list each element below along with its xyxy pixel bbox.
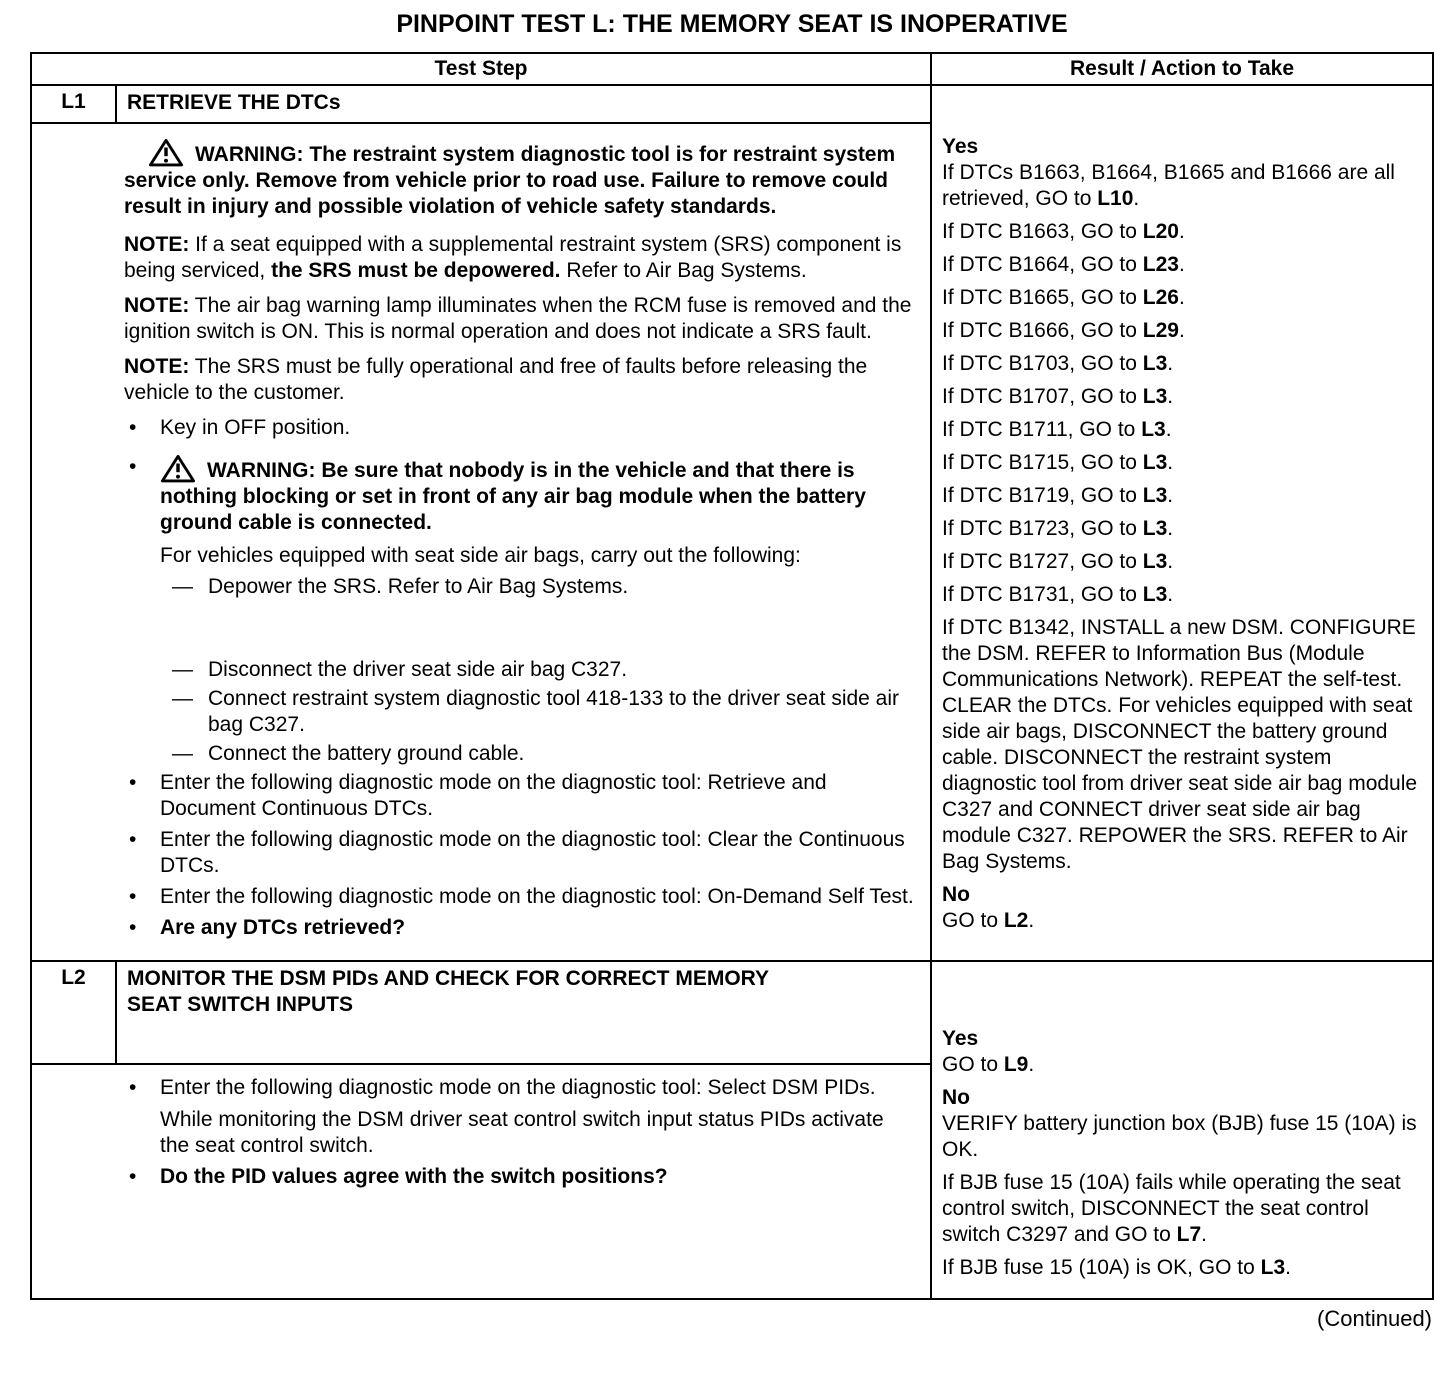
result-column-header: Result / Action to Take	[931, 53, 1433, 85]
text-segment: If DTC B1703, GO to	[942, 352, 1143, 375]
text-segment: Do the PID values agree with the switch positions?	[160, 1165, 668, 1188]
result-paragraph	[942, 615, 1426, 875]
sub-paragraph	[160, 543, 916, 569]
dash-item	[172, 741, 916, 767]
result-paragraph	[942, 1111, 1426, 1163]
test-step-column-header: Test Step	[31, 53, 931, 85]
result-answer	[942, 882, 1426, 908]
result-answer	[942, 1085, 1426, 1111]
step-content-cell	[31, 123, 931, 961]
bullet-content	[160, 827, 916, 879]
step-heading-text: RETRIEVE THE DTCs	[127, 91, 341, 114]
note-paragraph	[124, 232, 916, 284]
bullet-marker: •	[129, 416, 137, 439]
text-segment: L3	[1142, 484, 1168, 507]
bullet-content	[160, 1075, 916, 1101]
result-paragraph	[942, 160, 1426, 212]
text-segment: GO to	[942, 909, 1004, 932]
text-segment: .	[1167, 484, 1174, 507]
result-paragraph	[942, 285, 1426, 311]
text-segment: L26	[1142, 286, 1179, 309]
text-segment: .	[1178, 286, 1185, 309]
text-segment: L7	[1176, 1223, 1202, 1246]
vertical-spacer	[124, 603, 916, 657]
text-segment: If BJB fuse 15 (10A) fails while operating the seat control switch, DISCONNECT the seat control switch C3297 and GO to	[942, 1171, 1401, 1246]
bullet-marker: •	[129, 1165, 137, 1188]
bullet-marker: •	[129, 828, 137, 851]
text-segment: .	[1133, 187, 1140, 210]
text-segment: Connect the battery ground cable.	[208, 742, 525, 765]
text-segment: If DTC B1719, GO to	[942, 484, 1143, 507]
text-segment: .	[1167, 385, 1174, 408]
continued-note: (Continued)	[1317, 1306, 1432, 1331]
text-segment: L29	[1142, 319, 1179, 342]
result-paragraph	[942, 450, 1426, 476]
text-segment: VERIFY battery junction box (BJB) fuse 15 (10A) is OK.	[942, 1112, 1417, 1161]
text-segment: Enter the following diagnostic mode on the diagnostic tool: Clear the Continuous DTCs.	[160, 828, 905, 877]
text-segment: GO to	[942, 1053, 1004, 1076]
bullet-item	[124, 454, 916, 536]
text-segment: NOTE:	[124, 355, 190, 378]
text-segment: L9	[1003, 1053, 1029, 1076]
result-paragraph	[942, 417, 1426, 443]
text-segment: Disconnect the driver seat side air bag C327.	[208, 658, 628, 681]
result-answer	[942, 1026, 1426, 1052]
dash-marker: —	[172, 687, 193, 710]
text-segment: .	[1178, 319, 1185, 342]
text-segment: If DTC B1711, GO to	[942, 418, 1142, 441]
text-segment: Are any DTCs retrieved?	[160, 916, 406, 939]
warning-paragraph	[124, 138, 916, 220]
text-segment: The SRS must be fully operational and free of faults before releasing the vehicle to the customer.	[124, 355, 868, 404]
text-segment: L3	[1142, 517, 1168, 540]
text-segment: L23	[1142, 253, 1179, 276]
dash-content	[208, 657, 916, 683]
text-segment: L3	[1142, 352, 1168, 375]
text-segment: For vehicles equipped with seat side air bags, carry out the following:	[160, 544, 801, 567]
bullet-content	[160, 454, 916, 536]
step-heading-cell	[116, 961, 931, 1064]
text-segment: If DTC B1723, GO to	[942, 517, 1143, 540]
bullet-content	[160, 770, 916, 822]
text-segment: While monitoring the DSM driver seat control switch input status PIDs activate the seat control switch.	[160, 1108, 884, 1157]
dash-item	[172, 574, 916, 600]
page-title: PINPOINT TEST L: THE MEMORY SEAT IS INOPERATIVE	[396, 10, 1068, 38]
text-segment: the SRS must be depowered.	[271, 259, 561, 282]
bullet-marker: •	[129, 455, 137, 478]
text-segment: .	[1201, 1223, 1207, 1246]
bullet-item	[124, 1164, 916, 1190]
result-paragraph	[942, 1255, 1426, 1281]
dash-item	[172, 686, 916, 738]
result-paragraph	[942, 1170, 1426, 1248]
text-segment: Enter the following diagnostic mode on the diagnostic tool: Retrieve and Document Continuous DTCs.	[160, 771, 827, 820]
result-paragraph	[942, 549, 1426, 575]
step-content-cell	[31, 1064, 931, 1299]
text-segment: Enter the following diagnostic mode on the diagnostic tool: On-Demand Self Test.	[160, 885, 914, 908]
result-answer	[942, 134, 1426, 160]
bullet-item	[124, 1075, 916, 1101]
bullet-content	[160, 1164, 916, 1190]
text-segment: L3	[1260, 1256, 1286, 1279]
text-segment: If DTC B1707, GO to	[942, 385, 1143, 408]
dash-content	[208, 741, 916, 767]
text-segment: .	[1285, 1256, 1291, 1279]
text-segment: .	[1167, 550, 1174, 573]
text-segment: L3	[1142, 385, 1168, 408]
table-header-row	[31, 53, 1433, 85]
bullet-item	[124, 915, 916, 941]
text-segment: No	[942, 883, 970, 906]
text-segment: L20	[1142, 220, 1179, 243]
dash-item	[172, 657, 916, 683]
bullet-marker: •	[129, 916, 137, 939]
result-paragraph	[942, 1052, 1426, 1078]
bullet-item	[124, 884, 916, 910]
warning-icon	[160, 454, 207, 484]
result-paragraph	[942, 318, 1426, 344]
dash-marker: —	[172, 742, 193, 765]
text-segment: L3	[1142, 583, 1168, 606]
text-segment: .	[1178, 220, 1185, 243]
text-segment: .	[1165, 418, 1172, 441]
text-segment: L3	[1141, 418, 1166, 441]
text-segment: L10	[1097, 187, 1134, 210]
result-paragraph	[942, 219, 1426, 245]
bullet-item	[124, 415, 916, 441]
dash-content	[208, 686, 916, 738]
step-heading-cell	[116, 85, 931, 123]
result-paragraph	[942, 351, 1426, 377]
bullet-content	[160, 415, 916, 441]
text-segment: L3	[1142, 451, 1168, 474]
dash-marker: —	[172, 575, 193, 598]
dash-content	[208, 574, 916, 600]
bullet-item	[124, 770, 916, 822]
result-paragraph	[942, 384, 1426, 410]
text-segment: Enter the following diagnostic mode on the diagnostic tool: Select DSM PIDs.	[160, 1076, 876, 1099]
note-paragraph	[124, 293, 916, 345]
note-paragraph	[124, 354, 916, 406]
test-heading-row	[31, 961, 1433, 1064]
text-segment: Yes	[942, 135, 979, 158]
bullet-marker: •	[129, 885, 137, 908]
bullet-item	[124, 827, 916, 879]
bullet-content	[160, 884, 916, 910]
result-action-cell	[931, 85, 1433, 961]
result-paragraph	[942, 252, 1426, 278]
text-segment: L3	[1142, 550, 1168, 573]
text-segment: NOTE:	[124, 233, 190, 256]
text-segment: No	[942, 1086, 970, 1109]
text-segment: .	[1167, 583, 1174, 606]
result-paragraph	[942, 582, 1426, 608]
step-id: L2	[31, 961, 116, 1064]
text-segment: If DTC B1731, GO to	[942, 583, 1143, 606]
step-id: L1	[31, 85, 116, 123]
bullet-marker: •	[129, 771, 137, 794]
text-segment: .	[1178, 253, 1185, 276]
text-segment: WARNING: The restraint system diagnostic tool is for restraint system service only. Remove from vehicle prior to road use. Failure to remove could result in injury and possible violation of vehicle safety standards.	[124, 143, 896, 218]
text-segment: L2	[1003, 909, 1029, 932]
test-table-body	[31, 85, 1433, 1299]
step-heading-text: MONITOR THE DSM PIDs AND CHECK FOR CORRECT MEMORY SEAT SWITCH INPUTS	[127, 967, 769, 1016]
text-segment: The air bag warning lamp illuminates when the RCM fuse is removed and the ignition switch is ON. This is normal operation and does not indicate a SRS fault.	[124, 294, 912, 343]
result-paragraph	[942, 908, 1426, 934]
text-segment: .	[1167, 352, 1174, 375]
text-segment: If DTCs B1663, B1664, B1665 and B1666 are all retrieved, GO to	[942, 161, 1395, 210]
text-segment: If a seat equipped with a supplemental restraint system (SRS) component is being serviced,	[124, 233, 902, 282]
sub-paragraph	[160, 1107, 916, 1159]
text-segment: If BJB fuse 15 (10A) is OK, GO to	[942, 1256, 1261, 1279]
text-segment: If DTC B1666, GO to	[942, 319, 1143, 342]
result-action-cell	[931, 961, 1433, 1299]
text-segment: If DTC B1342, INSTALL a new DSM. CONFIGURE the DSM. REFER to Information Bus (Module Communications Network). REPEAT the self-test. CLEAR the DTCs. For vehicles equipped with seat side air bags, DISCONNECT the battery ground cable. DISCONNECT the restraint system diagnostic tool from driver seat side air bag module C327 and CONNECT driver seat side air bag module C327. REPOWER the SRS. REFER to Air Bag Systems.	[942, 616, 1418, 873]
text-segment: .	[1167, 451, 1174, 474]
text-segment: .	[1167, 517, 1174, 540]
text-segment: If DTC B1664, GO to	[942, 253, 1143, 276]
bullet-marker: •	[129, 1076, 137, 1099]
test-heading-row	[31, 85, 1433, 123]
pinpoint-test-table	[30, 52, 1434, 1300]
text-segment: NOTE:	[124, 294, 190, 317]
text-segment: If DTC B1663, GO to	[942, 220, 1143, 243]
result-paragraph	[942, 516, 1426, 542]
text-segment: Yes	[942, 1027, 979, 1050]
warning-icon	[136, 138, 195, 168]
dash-marker: —	[172, 658, 193, 681]
result-paragraph	[942, 483, 1426, 509]
text-segment: .	[1028, 1053, 1035, 1076]
text-segment: If DTC B1715, GO to	[942, 451, 1143, 474]
text-segment: Connect restraint system diagnostic tool 418-133 to the driver seat side air bag C327.	[208, 687, 900, 736]
text-segment: If DTC B1665, GO to	[942, 286, 1143, 309]
text-segment: If DTC B1727, GO to	[942, 550, 1143, 573]
text-segment: .	[1028, 909, 1035, 932]
text-segment: Refer to Air Bag Systems.	[560, 259, 807, 282]
text-segment: Depower the SRS. Refer to Air Bag Systems.	[208, 575, 629, 598]
text-segment: Key in OFF position.	[160, 416, 351, 439]
bullet-content	[160, 915, 916, 941]
text-segment: WARNING: Be sure that nobody is in the vehicle and that there is nothing blocking or set in front of any air bag module when the battery ground cable is connected.	[160, 459, 866, 534]
